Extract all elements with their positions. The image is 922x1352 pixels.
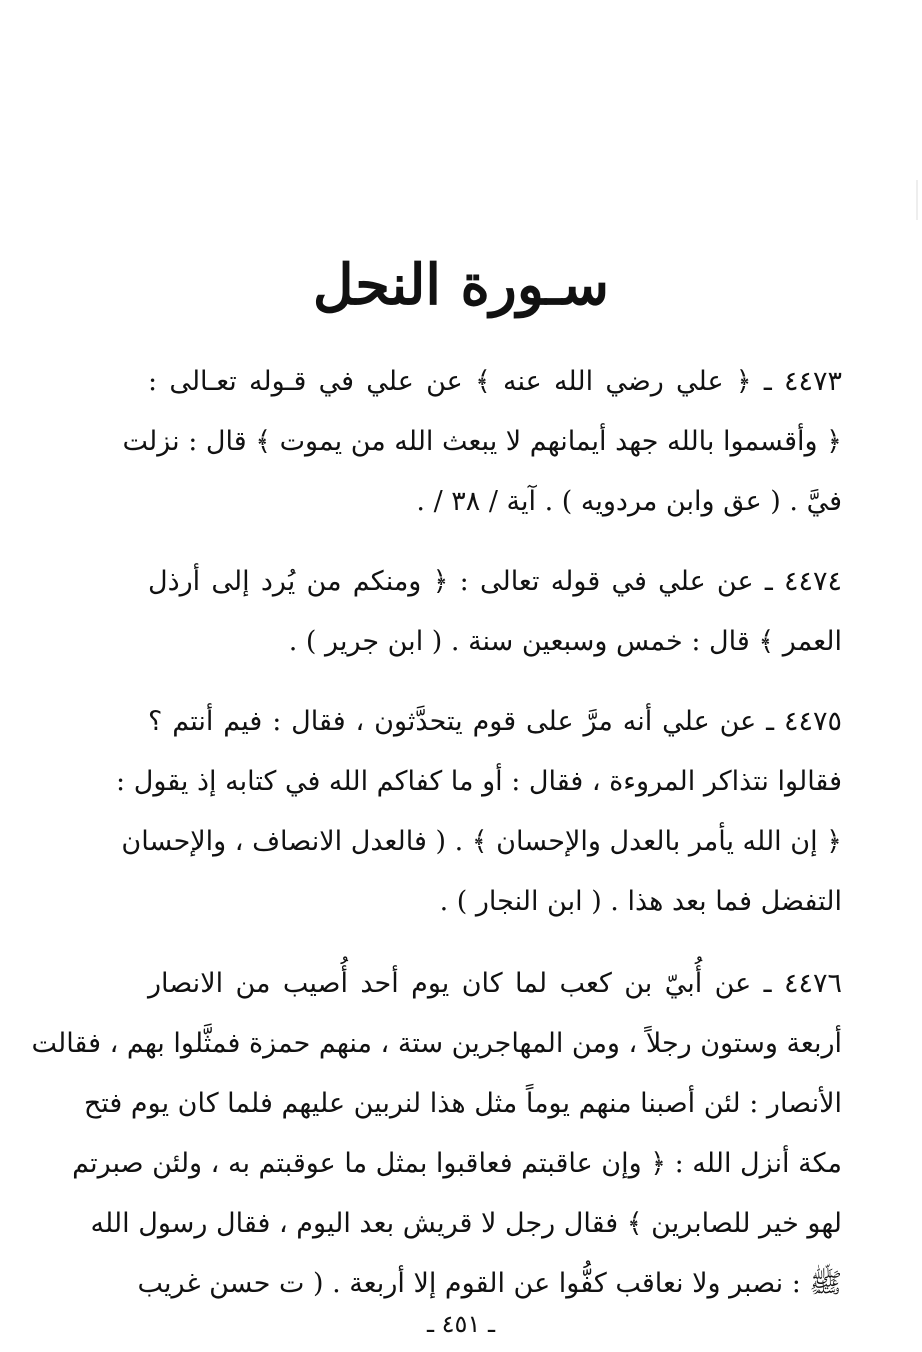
text-line: ﴿ وأقسموا بالله جهد أيمانهم لا يبعث الله من يموت ﴾ قال : نزلت (122, 426, 842, 457)
page-number: ـ ٤٥١ ـ (426, 1310, 495, 1338)
text-line: فيَّ . ( عق وابن مردويه ) . آية / ٣٨ / . (416, 486, 842, 517)
hadith-4475 (116, 692, 842, 932)
text-line: العمر ﴾ قال : خمس وسبعين سنة . ( ابن جرير ) . (288, 626, 842, 657)
text-line: ﷺ : نصبر ولا نعاقب كفُّوا عن القوم إلا أربعة . ( ت حسن غريب (137, 1268, 842, 1299)
hadith-4474 (148, 552, 842, 672)
text-line: ﴿ إن الله يأمر بالعدل والإحسان ﴾ . ( فالعدل الانصاف ، والإحسان (121, 826, 842, 857)
paragraph-gap (148, 672, 842, 692)
hadith-4473 (122, 352, 842, 532)
paragraph-gap (148, 932, 842, 954)
text-line: ٤٤٧٥ ـ عن علي أنه مرَّ على قوم يتحدَّثون ، فقال : فيم أنتم ؟ (148, 706, 842, 737)
hadith-4476 (31, 954, 842, 1314)
surah-title: سـورة النحل (312, 252, 610, 318)
text-line: التفضل فما بعد هذا . ( ابن النجار ) . (439, 886, 842, 917)
text-line: ٤٤٧٣ ـ ﴿ علي رضي الله عنه ﴾ عن علي في قـوله تعـالى : (148, 366, 842, 397)
text-line: الأنصار : لئن أصبنا منهم يوماً مثل هذا لنربين عليهم فلما كان يوم فتح (83, 1088, 842, 1119)
page-edge-mark (916, 180, 918, 220)
paragraph-gap (148, 532, 842, 552)
text-line: أربعة وستون رجلاً ، ومن المهاجرين ستة ، منهم حمزة فمثَّلوا بهم ، فقالت (31, 1028, 842, 1059)
text-line: لهو خير للصابرين ﴾ فقال رجل لا قريش بعد اليوم ، فقال رسول الله (90, 1208, 842, 1239)
text-line: ٤٤٧٦ ـ عن أُبيّ بن كعب لما كان يوم أحد أُصيب من الانصار (148, 968, 842, 999)
text-line: مكة أنزل الله : ﴿ وإن عاقبتم فعاقبوا بمثل ما عوقبتم به ، ولئن صبرتم (72, 1148, 842, 1179)
text-line: فقالوا نتذاكر المروءة ، فقال : أو ما كفاكم الله في كتابه إذ يقول : (116, 766, 842, 797)
page-body (31, 352, 842, 1314)
text-line: ٤٤٧٤ ـ عن علي في قوله تعالى : ﴿ ومنكم من يُرد إلى أرذل (148, 566, 842, 597)
